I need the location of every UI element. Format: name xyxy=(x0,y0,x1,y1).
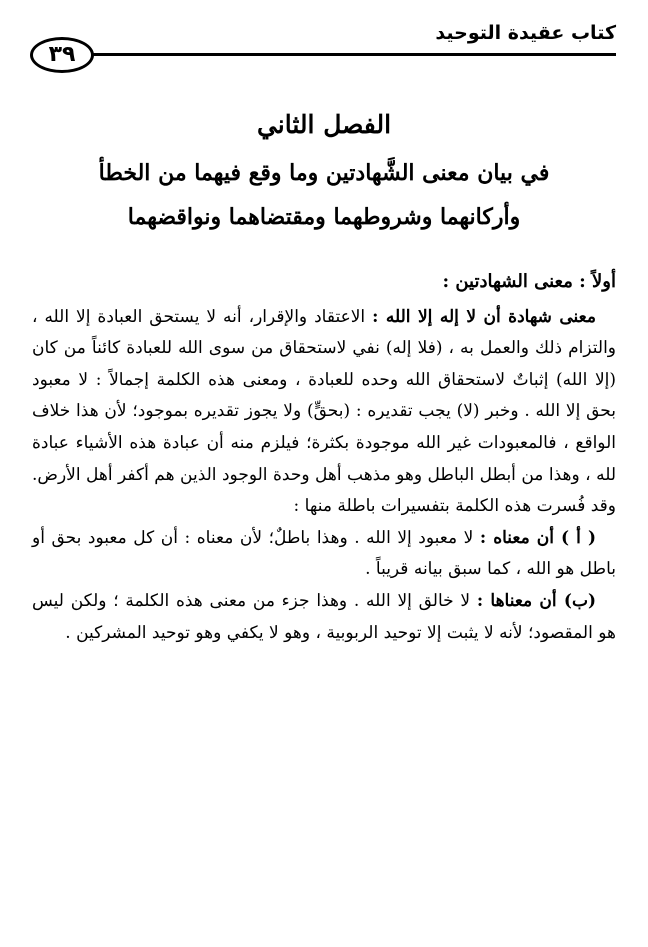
list-item-b-label: (ب) أن معناها : xyxy=(476,590,596,611)
list-item-b-text: لا خالق إلا الله . وهذا جزء من معنى هذه الكلمة ؛ ولكن ليس هو المقصود؛ لأنه لا يثبت إلا توحيد الربوبية ، وهو لا يكفي وهو توحيد المشركين . xyxy=(32,590,616,643)
paragraph-definition xyxy=(32,302,616,523)
list-item-a-text: لا معبود إلا الله . وهذا باطلٌ؛ لأن معناه : أن كل معبود بحق أو باطل هو الله ، كما سبق بيانه قريباً . xyxy=(32,527,616,580)
body-text xyxy=(32,266,616,649)
paragraph-text: الاعتقاد والإقرار، أنه لا يستحق العبادة إلا الله ، والتزام ذلك والعمل به ، (فلا إله) نفي لاستحقاق من سوى الله للعبادة كائناً من كان (إلا الله) إثباتٌ لاستحقاق الله وحده للعبادة ، ومعنى هذه الكلمة إجمالاً : لا معبود بحق إلا الله . وخبر (لا) يجب تقديره : (بحقٍّ) ولا يجوز تقديره بموجود؛ لأن هذا خلاف الواقع ، فالمعبودات غير الله موجودة بكثرة؛ فيلزم منه أن عبادة هذه الأشياء عبادة لله ، وهذا من أبطل الباطل وهو مذهب أهل وحدة الوجود الذين هم أكفر أهل الأرض. وقد فُسرت هذه الكلمة بتفسيرات باطلة منها : xyxy=(32,306,616,517)
chapter-subtitle-line1: في بيان معنى الشَّهادتين وما وقع فيهما من الخطأ xyxy=(98,160,550,186)
list-item-b xyxy=(32,586,616,649)
list-item-a-label: ( أ ) أن معناه : xyxy=(479,527,596,548)
list-item-a xyxy=(32,523,616,586)
chapter-title: الفصل الثاني xyxy=(256,110,392,139)
header-rule xyxy=(92,53,616,56)
section-title: أولاً : معنى الشهادتين : xyxy=(442,271,616,292)
paragraph-lead: معنى شهادة أن لا إله إلا الله : xyxy=(372,306,596,327)
page-number: ٣٩ xyxy=(30,37,94,73)
running-title: كتاب عقيدة التوحيد xyxy=(435,22,616,44)
chapter-subtitle-line2: وأركانهما وشروطهما ومقتضاهما ونواقضهما xyxy=(127,204,521,230)
